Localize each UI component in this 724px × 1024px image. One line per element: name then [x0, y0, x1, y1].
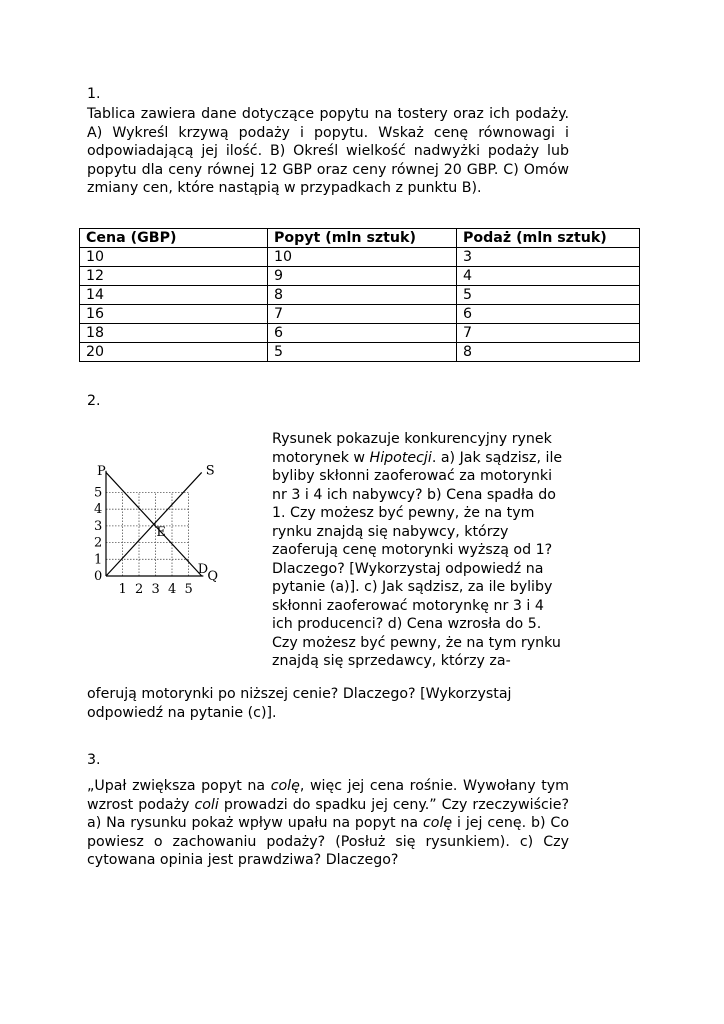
x-tick-label: 2	[135, 582, 144, 597]
y-tick-label: 3	[94, 518, 103, 534]
y-tick-label: 2	[94, 535, 103, 551]
q3-text-segment: i jej cenę. b) Co powiesz o zachowaniu podaży? (Posłuż się rysunkiem). c) Czy cytowana opinia jest prawdziwa? Dlaczego?	[87, 815, 569, 868]
q3-italic-word: colę	[270, 778, 300, 794]
table-cell: 12	[80, 267, 268, 286]
y-tick-label: 4	[94, 502, 103, 518]
table-cell: 7	[268, 305, 457, 324]
table-header-demand: Popyt (mln sztuk)	[268, 229, 457, 248]
table-cell: 6	[457, 305, 640, 324]
y-tick-label: 5	[94, 485, 103, 501]
q3-number: 3.	[87, 752, 101, 768]
q3-text-segment: „Upał zwiększa popyt na	[87, 778, 271, 794]
x-tick-label: 4	[168, 582, 177, 597]
table-cell: 3	[457, 248, 640, 267]
x-tick-label: 1	[118, 582, 127, 597]
table-cell: 6	[268, 324, 457, 343]
x-axis-label: Q	[207, 569, 219, 584]
q2-text-part2: . a) Jak sądzisz, ile byliby skłonni zaoferować za motorynki nr 3 i 4 ich nabywcy? b) Cena spadła do 1. Czy możesz być pewny, że na tym rynku znajdą się nabywcy, którzy zaoferują cenę motorynki wyższą od 1? Dlaczego? [Wykorzystaj odpowiedź na pytanie (a)]. c) Jak sądzisz, za ile byliby skłonni zaoferować motorynkę nr 3 i 4 ich producenci? d) Cena wzrosła do 5. Czy możesz być pewny, że na tym rynku znajdą się sprzedawcy, którzy za-	[272, 449, 563, 669]
q1-number: 1.	[87, 86, 101, 102]
market-chart	[82, 433, 272, 605]
table-cell: 7	[457, 324, 640, 343]
demand-label: D	[197, 562, 209, 577]
q3-italic-word: colę	[423, 815, 453, 831]
q1-text: Tablica zawiera dane dotyczące popytu na tostery oraz ich podaży. A) Wykreśl krzywą podaży i popytu. Wskaż cenę równowagi i odpowiadającą jej ilość. B) Określ wielkość nadwyżki podaży lub popytu dla ceny równej 12 GBP oraz ceny równej 20 GBP. C) Omów zmiany cen, które nastąpią w przypadkach z punktu B).	[87, 106, 569, 196]
table-row	[80, 267, 640, 286]
q2-text-italic: Hipotecji	[369, 449, 432, 466]
table-cell: 5	[268, 343, 457, 362]
table-cell: 20	[80, 343, 268, 362]
table-row	[80, 305, 640, 324]
q2-text-continued: oferują motorynki po niższej cenie? Dlaczego? [Wykorzystaj odpowiedź na pytanie (c)].	[87, 686, 512, 721]
q3-text-segment: prowadzi do spadku jej ceny.” Czy rzeczywiście? a) Na rysunku pokaż wpływ upału na popyt na	[87, 796, 569, 831]
x-tick-label: 3	[151, 582, 160, 597]
q3-text-segment: , więc jej cena rośnie. Wywołany tym wzrost podaży	[87, 778, 569, 813]
q1-table	[79, 228, 640, 362]
table-row	[80, 248, 640, 267]
q3-text	[87, 777, 569, 870]
table-cell: 10	[268, 248, 457, 267]
table-cell: 10	[80, 248, 268, 267]
table-cell: 8	[457, 343, 640, 362]
table-cell: 5	[457, 286, 640, 305]
table-header-price: Cena (GBP)	[80, 229, 268, 248]
q2-text-part1: Rysunek pokazuje konkurencyjny rynek motorynek w	[272, 431, 552, 466]
table-cell: 14	[80, 286, 268, 305]
q3-italic-word: coli	[194, 796, 219, 813]
y-tick-label: 1	[94, 552, 103, 568]
table-row	[80, 324, 640, 343]
q2-number: 2.	[87, 393, 101, 409]
y-axis-label: P	[97, 463, 106, 479]
equilibrium-label: E	[156, 524, 166, 540]
table-cell: 4	[457, 267, 640, 286]
supply-label: S	[205, 463, 215, 479]
table-cell: 9	[268, 267, 457, 286]
table-header-supply: Podaż (mln sztuk)	[457, 229, 640, 248]
table-row	[80, 343, 640, 362]
table-cell: 8	[268, 286, 457, 305]
origin-label: 0	[94, 569, 103, 584]
table-cell: 18	[80, 324, 268, 343]
table-header-row	[80, 229, 640, 248]
x-tick-label: 5	[184, 582, 193, 597]
table-row	[80, 286, 640, 305]
table-cell: 16	[80, 305, 268, 324]
q2-text	[272, 430, 569, 671]
